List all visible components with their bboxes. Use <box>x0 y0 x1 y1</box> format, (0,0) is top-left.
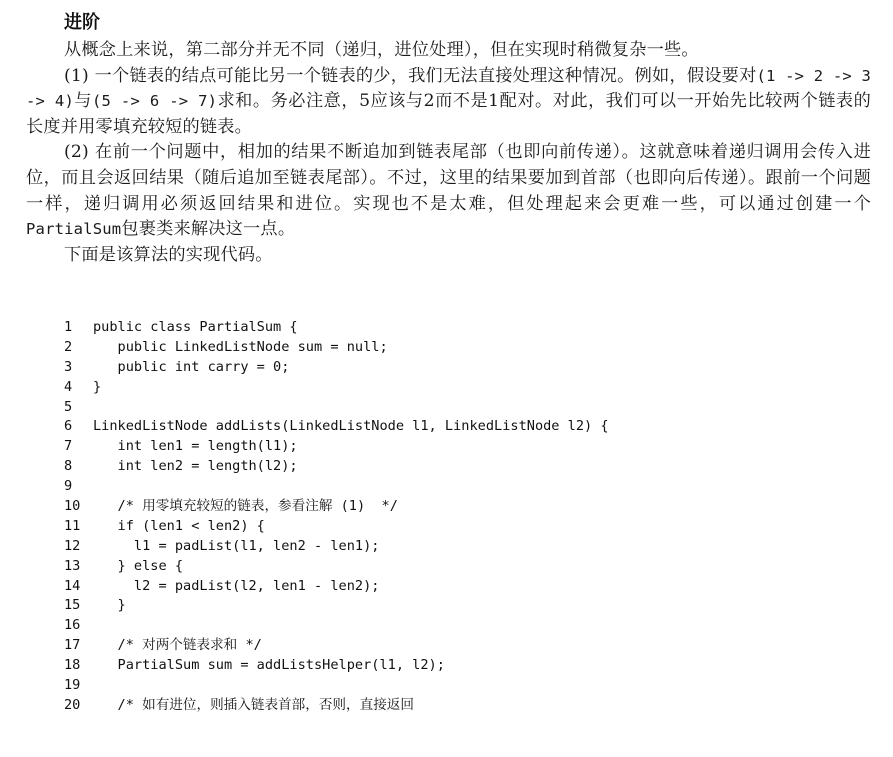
line-number: 5 <box>64 398 73 415</box>
code-comment: /* 用零填充较短的链表，参看注解 (1) */ <box>93 498 398 515</box>
code-text: public int carry = 0; <box>93 358 290 375</box>
code-text: LinkedListNode addLists(LinkedListNode l1, LinkedListNode l2) { <box>93 418 609 435</box>
code-text: l1 = padList(l1, len2 - len1); <box>93 537 380 554</box>
text-span: 与 <box>73 91 92 112</box>
code-line <box>64 676 609 696</box>
code-line <box>64 656 609 676</box>
code-line <box>64 318 609 338</box>
line-number: 13 <box>64 557 81 574</box>
inline-code: PartialSum <box>26 220 122 239</box>
paragraph-code-intro <box>26 243 871 269</box>
code-line <box>64 338 609 358</box>
code-line <box>64 537 609 557</box>
code-line <box>64 557 609 577</box>
code-text: } <box>93 597 126 614</box>
line-number: 2 <box>64 338 73 355</box>
code-line <box>64 616 609 636</box>
paragraph-point-2 <box>26 140 871 242</box>
line-number: 15 <box>64 597 81 614</box>
code-comment: /* 对两个链表求和 */ <box>93 637 262 654</box>
line-number: 18 <box>64 657 81 674</box>
line-number: 10 <box>64 498 81 515</box>
code-text: int len2 = length(l2); <box>93 458 298 475</box>
code-line <box>64 358 609 378</box>
inline-code: (5 -> 6 -> 7) <box>92 92 218 111</box>
code-line <box>64 437 609 457</box>
code-text: PartialSum sum = addListsHelper(l1, l2); <box>93 657 445 674</box>
line-number: 11 <box>64 517 81 534</box>
code-text: } else { <box>93 557 184 574</box>
line-number: 7 <box>64 438 73 455</box>
code-line <box>64 398 609 418</box>
line-number: 6 <box>64 418 73 435</box>
code-line <box>64 378 609 398</box>
code-listing <box>64 318 609 716</box>
paragraph-point-1 <box>26 64 871 141</box>
line-number: 14 <box>64 577 81 594</box>
text-span: (1) 一个链表的结点可能比另一个链表的少，我们无法直接处理这种情况。例如，假设要对 <box>64 65 757 86</box>
code-line <box>64 497 609 517</box>
text-span: 下面是该算法的实现代码。 <box>64 244 273 265</box>
line-number: 8 <box>64 458 73 475</box>
code-line <box>64 636 609 656</box>
code-text: l2 = padList(l2, len1 - len2); <box>93 577 380 594</box>
code-line <box>64 457 609 477</box>
line-number: 3 <box>64 358 73 375</box>
text-span: (2) 在前一个问题中，相加的结果不断追加到链表尾部（也即向前传递）。这就意味着递归调用会传入进位，而且会返回结果（随后追加至链表尾部）。不过，这里的结果要加到首部（也即向后传递）。跟前一个问题一样，递归调用必须返回结果和进位。实现也不是太难，但处理起来会更难一些，可以通过创建一个 <box>26 142 871 214</box>
code-line <box>64 596 609 616</box>
code-text: if (len1 < len2) { <box>93 517 265 534</box>
code-text: public class PartialSum { <box>93 319 298 335</box>
code-comment: /* 如有进位，则插入链表首部，否则，直接返回 <box>93 696 414 713</box>
line-number: 9 <box>64 478 73 495</box>
section-heading: 进阶 <box>64 12 100 33</box>
text-span: 求和。务必注意，5应该与2而不是1配对。对此，我们可以一开始先比较两个链表的长度并用零填充较短的链表。 <box>26 91 871 137</box>
line-number: 12 <box>64 537 81 554</box>
code-line <box>64 577 609 597</box>
text-span: 包裹类来解决这一点。 <box>121 219 296 240</box>
paragraph-intro <box>26 38 871 64</box>
line-number: 4 <box>64 378 73 395</box>
line-number: 1 <box>64 319 73 335</box>
inline-code: (1 -> 2 -> 3 -> 4) <box>26 66 871 111</box>
code-line <box>64 477 609 497</box>
code-line <box>64 517 609 537</box>
text-span: 从概念上来说，第二部分并无不同（递归，进位处理），但在实现时稍微复杂一些。 <box>64 40 699 60</box>
line-number: 20 <box>64 696 81 713</box>
line-number: 16 <box>64 617 81 634</box>
line-number: 17 <box>64 637 81 654</box>
code-line <box>64 417 609 437</box>
code-text: } <box>93 378 102 395</box>
code-text: int len1 = length(l1); <box>93 438 298 455</box>
prose-body <box>26 38 871 268</box>
line-number: 19 <box>64 677 81 694</box>
code-line <box>64 696 609 716</box>
code-text: public LinkedListNode sum = null; <box>93 338 388 355</box>
